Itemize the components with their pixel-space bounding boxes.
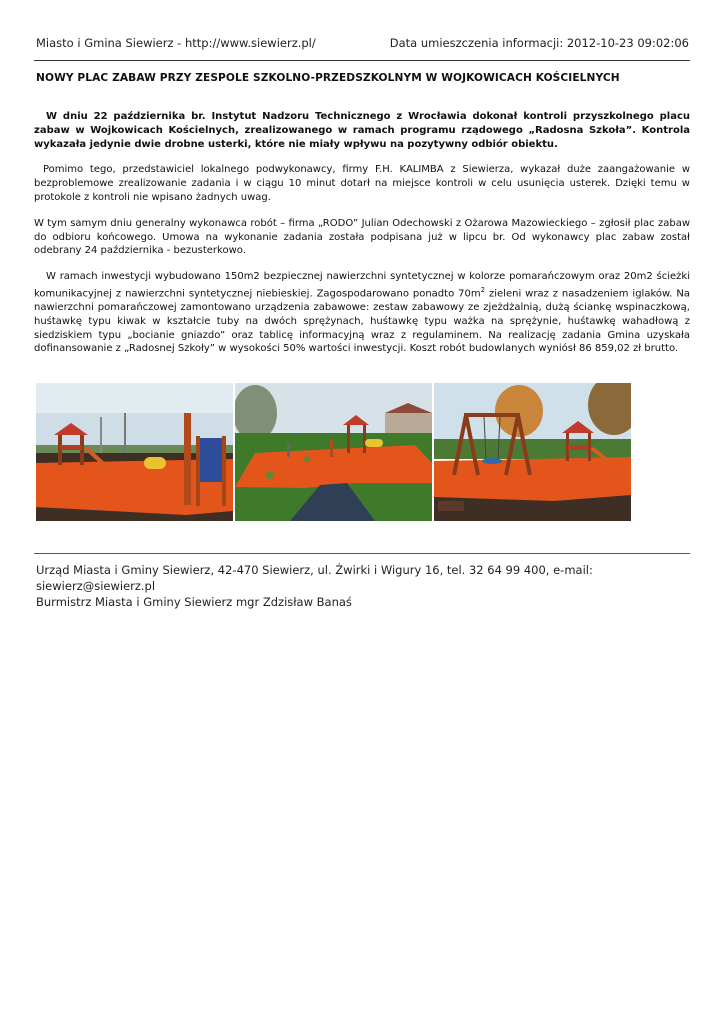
publication-date: Data umieszczenia informacji: 2012-10-23 09:02:06 [389,36,689,50]
source-line: Miasto i Gmina Siewierz - http://www.siewierz.pl/ [36,36,316,50]
superscript: 2 [480,285,486,294]
footer-divider [34,553,690,554]
article-title: NOWY PLAC ZABAW PRZY ZESPOLE SZKOLNO-PRZEDSZKOLNYM W WOJKOWICACH KOŚCIELNYCH [36,72,620,84]
paragraph-4-part-b: zieleni wraz z nasadzeniem iglaków. Na nawierzchni pomarańczowej zamontowano urządzenia zabawowe: zestaw zabawowy ze zjeżdżalnią, dużą ściankę wspinaczkową, huśtawkę typu kiwak w kształcie tuby na dwóch sprężynach, huśtawkę typu ważka na sprężynie, huśtawkę wahadłową z siedziskiem typu „bocianie gniazdo” oraz tablicę informacyjną wraz z regulaminem. Na realizację zadania Gmina uzyskała dofinansowanie z „Radosnej Szkoły” w wysokości 50% wartości inwestycji. Koszt robót budowlanych wyniósł 86 859,02 zł brutto. [34,288,690,355]
paragraph-2: Pomimo tego, przedstawiciel lokalnego podwykonawcy, firmy F.H. KALIMBA z Siewierza, wykazał duże zaangażowanie w bezproblemowe zrealizowanie zadania i w ciągu 10 minut dotarł na miejsce kontroli w celu usunięcia usterek. Dzięki temu w protokole z kontroli nie wpisano żadnych uwag. [34,164,690,203]
playground-photo-1[interactable] [36,383,233,521]
playground-photo-3[interactable] [434,383,631,521]
photo-gallery [36,383,631,521]
paragraph-3: W tym samym dniu generalny wykonawca robót – firma „RODO” Julian Odechowski z Ożarowa Mazowieckiego – zgłosił plac zabaw do odbioru końcowego. Umowa na wykonanie zadania została podpisana już w lipcu br. Od wykonawcy plac zabaw został odebrany 24 października - bezusterkowo. [34,217,690,257]
header-divider [34,60,690,61]
footer-address: Urząd Miasta i Gminy Siewierz, 42-470 Siewierz, ul. Żwirki i Wigury 16, tel. 32 64 99 400, e-mail: siewierz@siewierz.pl [36,563,593,593]
page-footer [36,562,686,610]
paragraph-4-part-a: W ramach inwestycji wybudowano 150m2 bezpiecznej nawierzchni syntetycznej w kolorze pomarańczowym oraz 20m2 ścieżki komunikacyjnej z nawierzchni syntetycznej niebieskiej. Zagospodarowano ponadto 70m [34,271,690,300]
article-body [34,110,690,368]
paragraph-4 [34,270,690,356]
playground-photo-2[interactable] [235,383,432,521]
paragraph-lead: W dniu 22 października br. Instytut Nadzoru Technicznego z Wrocławia dokonał kontroli przyszkolnego placu zabaw w Wojkowicach Kościelnych, zrealizowanego w ramach programu rządowego „Radosna Szkoła”. Kontrola wykazała jedynie dwie drobne usterki, które nie miały wpływu na pozytywny odbiór obiektu. [34,111,690,150]
footer-mayor: Burmistrz Miasta i Gminy Siewierz mgr Zdzisław Banaś [36,595,352,609]
